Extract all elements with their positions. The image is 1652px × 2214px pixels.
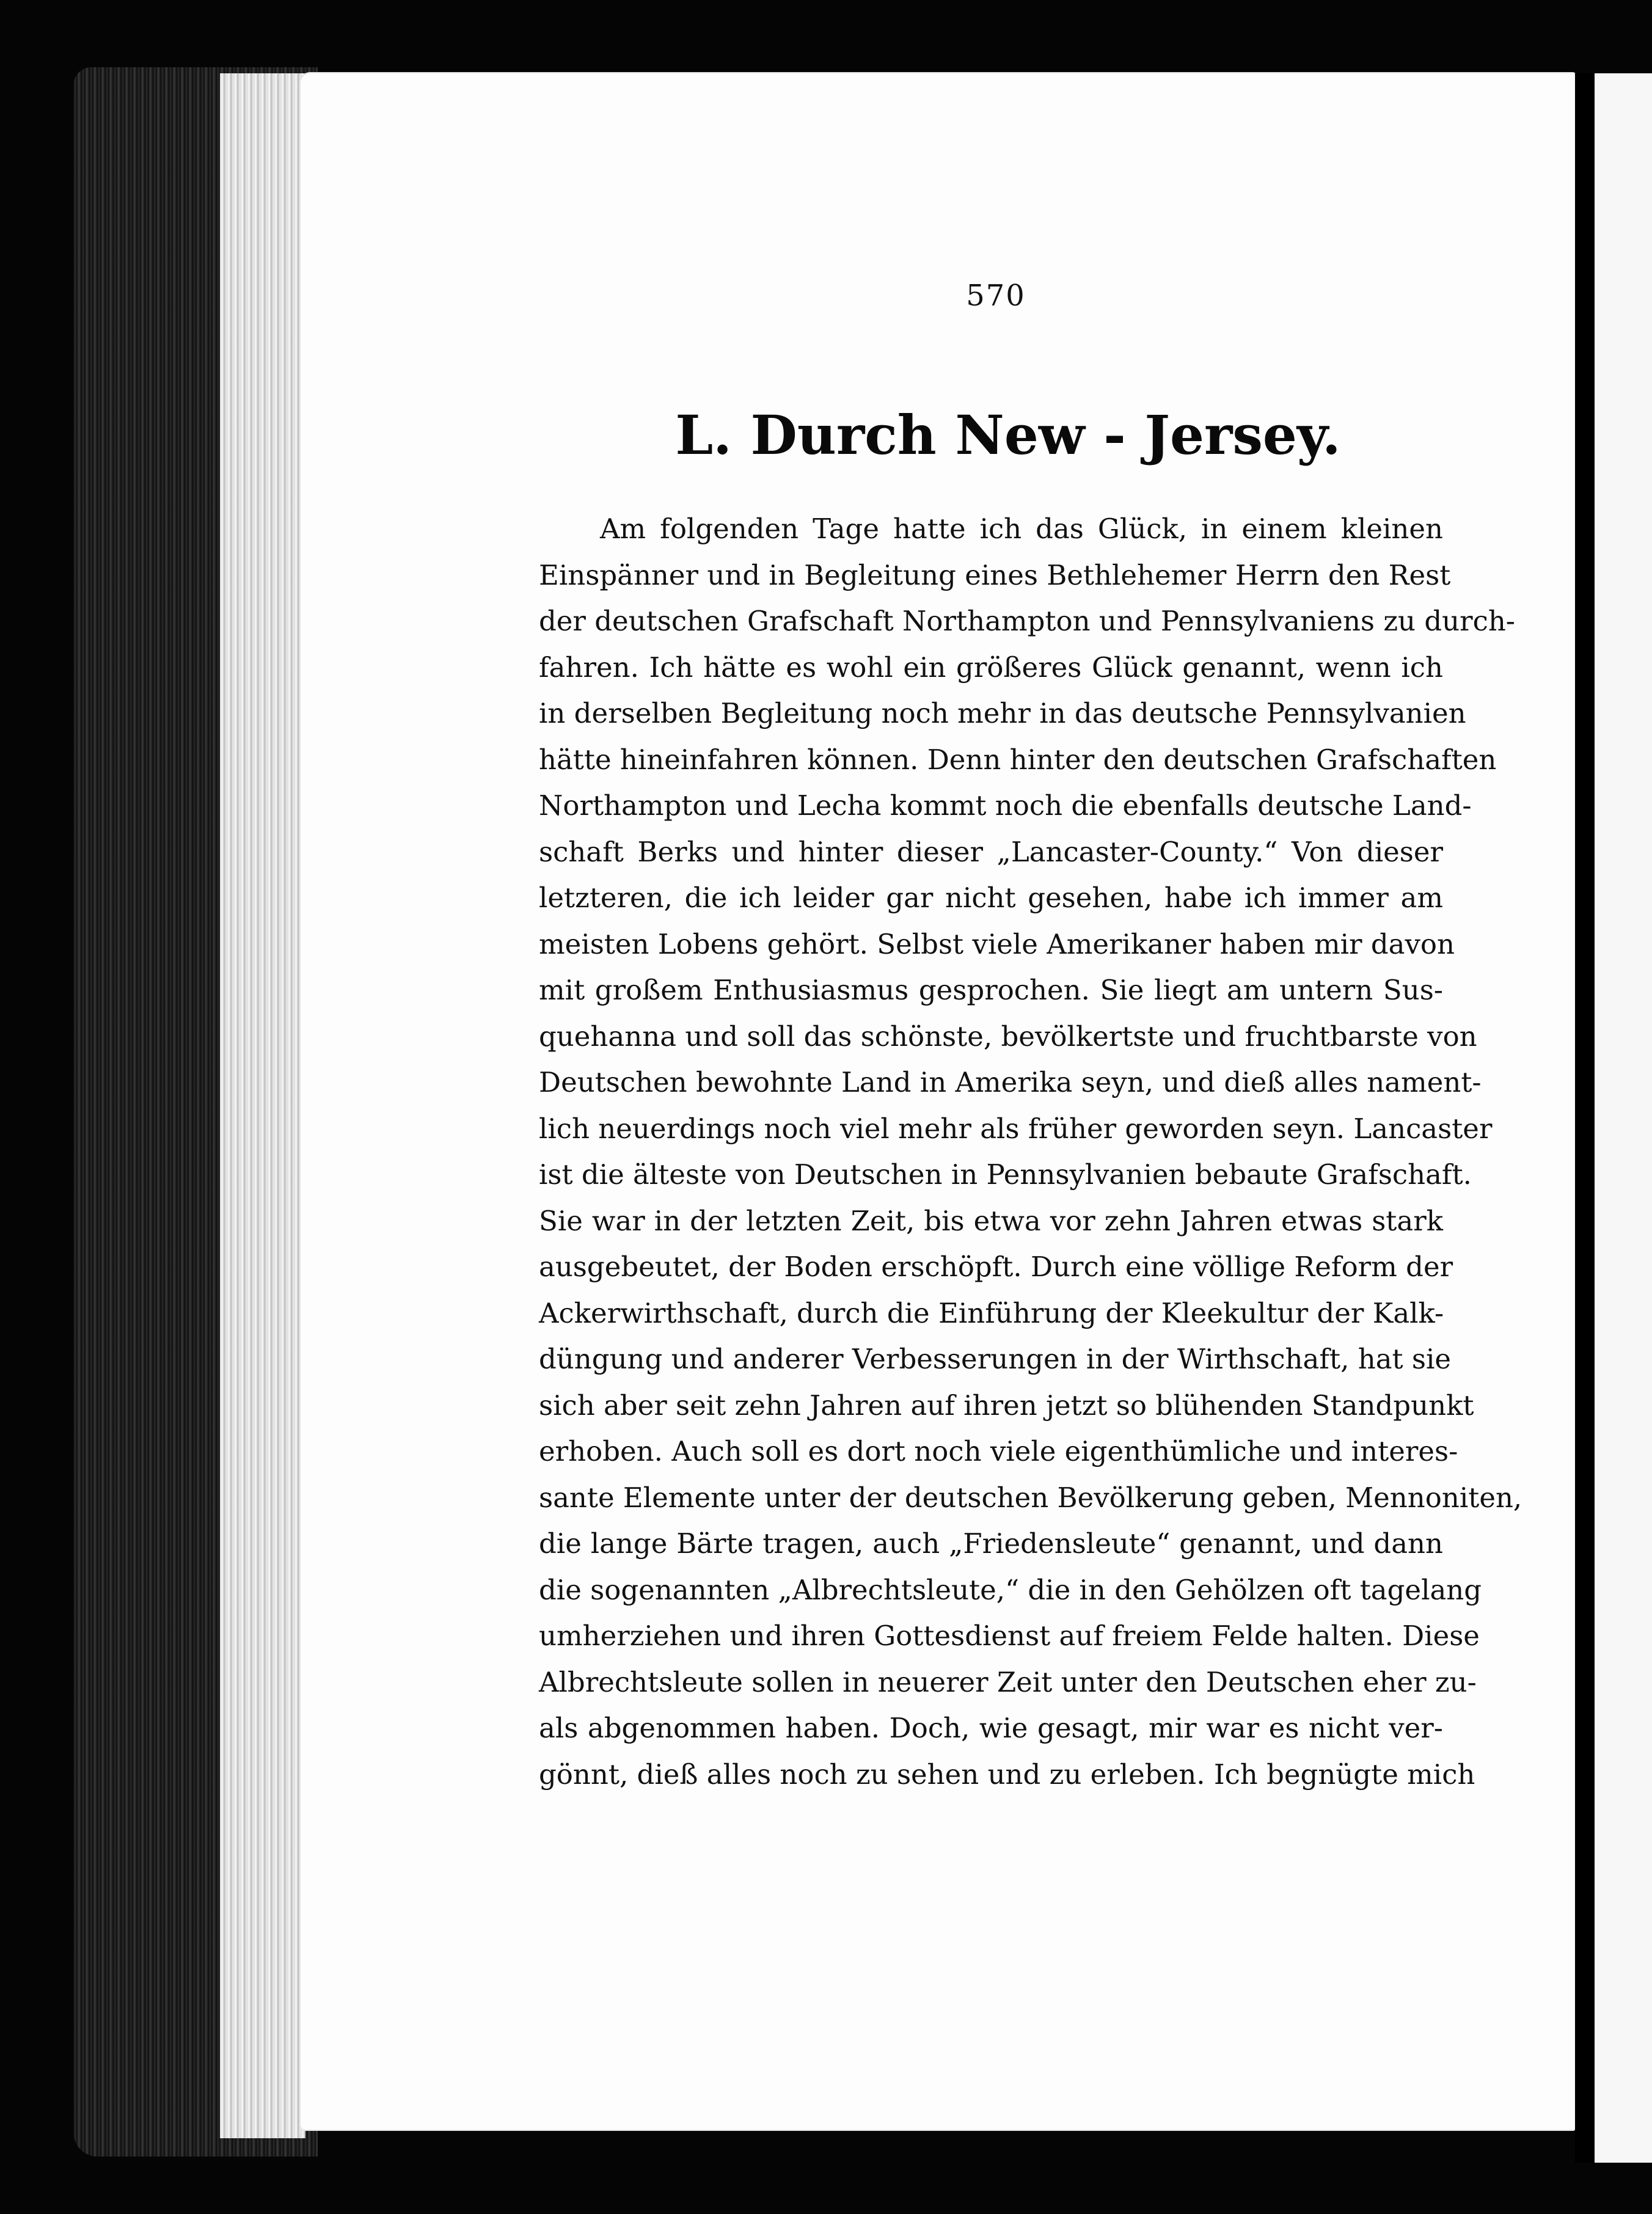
book-page-edges-light bbox=[220, 73, 305, 2138]
text-line: umherziehen und ihren Gottesdienst auf freiem Felde halten. Diese bbox=[539, 1620, 1480, 1652]
text-line: Am folgenden Tage hatte ich das Glück, in einem kleinen bbox=[600, 513, 1443, 545]
text-line: sante Elemente unter der deutschen Bevölkerung geben, Mennoniten, bbox=[539, 1481, 1522, 1514]
next-page-sliver bbox=[1595, 73, 1652, 2163]
text-line: die lange Bärte tragen, auch „Friedensleute“ genannt, und dann bbox=[539, 1527, 1443, 1560]
text-line: Einspänner und in Begleitung eines Bethlehemer Herrn den Rest bbox=[539, 558, 1451, 591]
text-line: Albrechtsleute sollen in neuerer Zeit unter den Deutschen eher zu- bbox=[539, 1665, 1477, 1698]
text-line: Northampton und Lecha kommt noch die ebenfalls deutsche Land- bbox=[539, 789, 1472, 822]
text-line: erhoben. Auch soll es dort noch viele eigenthümliche und interes- bbox=[539, 1435, 1458, 1467]
text-line: schaft Berks und hinter dieser „Lancaster-County.“ Von dieser bbox=[539, 835, 1443, 868]
text-line: lich neuerdings noch viel mehr als früher geworden seyn. Lancaster bbox=[539, 1112, 1493, 1145]
body-text bbox=[539, 506, 1522, 1797]
page-number: 570 bbox=[966, 279, 1026, 313]
book-gutter bbox=[1575, 73, 1596, 2163]
text-line: mit großem Enthusiasmus gesprochen. Sie liegt am untern Sus- bbox=[539, 974, 1443, 1006]
chapter-title: L. Durch New - Jersey. bbox=[675, 403, 1341, 467]
text-line: meisten Lobens gehört. Selbst viele Amerikaner haben mir davon bbox=[539, 927, 1455, 960]
text-line: Deutschen bewohnte Land in Amerika seyn, und dieß alles nament- bbox=[539, 1066, 1482, 1098]
text-line: in derselben Begleitung noch mehr in das deutsche Pennsylvanien bbox=[539, 697, 1466, 729]
text-line: hätte hineinfahren können. Denn hinter den deutschen Grafschaften bbox=[539, 743, 1497, 776]
text-line: quehanna und soll das schönste, bevölkertste und fruchtbarste von bbox=[539, 1020, 1477, 1053]
text-line: gönnt, dieß alles noch zu sehen und zu erleben. Ich begnügte mich bbox=[539, 1758, 1475, 1791]
text-line: der deutschen Grafschaft Northampton und Pennsylvaniens zu durch- bbox=[539, 605, 1516, 637]
text-line: ist die älteste von Deutschen in Pennsylvanien bebaute Grafschaft. bbox=[539, 1158, 1472, 1191]
text-line: Ackerwirthschaft, durch die Einführung der Kleekultur der Kalk- bbox=[539, 1296, 1444, 1329]
text-line: Sie war in der letzten Zeit, bis etwa vor zehn Jahren etwas stark bbox=[539, 1204, 1443, 1237]
text-line: düngung und anderer Verbesserungen in der Wirthschaft, hat sie bbox=[539, 1343, 1452, 1375]
text-line: als abgenommen haben. Doch, wie gesagt, mir war es nicht ver- bbox=[539, 1712, 1443, 1744]
text-line: sich aber seit zehn Jahren auf ihren jetzt so blühenden Standpunkt bbox=[539, 1389, 1474, 1422]
text-line: ausgebeutet, der Boden erschöpft. Durch eine völlige Reform der bbox=[539, 1251, 1453, 1283]
text-line: letzteren, die ich leider gar nicht gesehen, habe ich immer am bbox=[539, 882, 1443, 914]
text-line: die sogenannten „Albrechtsleute,“ die in den Gehölzen oft tagelang bbox=[539, 1573, 1482, 1606]
text-line: fahren. Ich hätte es wohl ein größeres Glück genannt, wenn ich bbox=[539, 651, 1443, 684]
